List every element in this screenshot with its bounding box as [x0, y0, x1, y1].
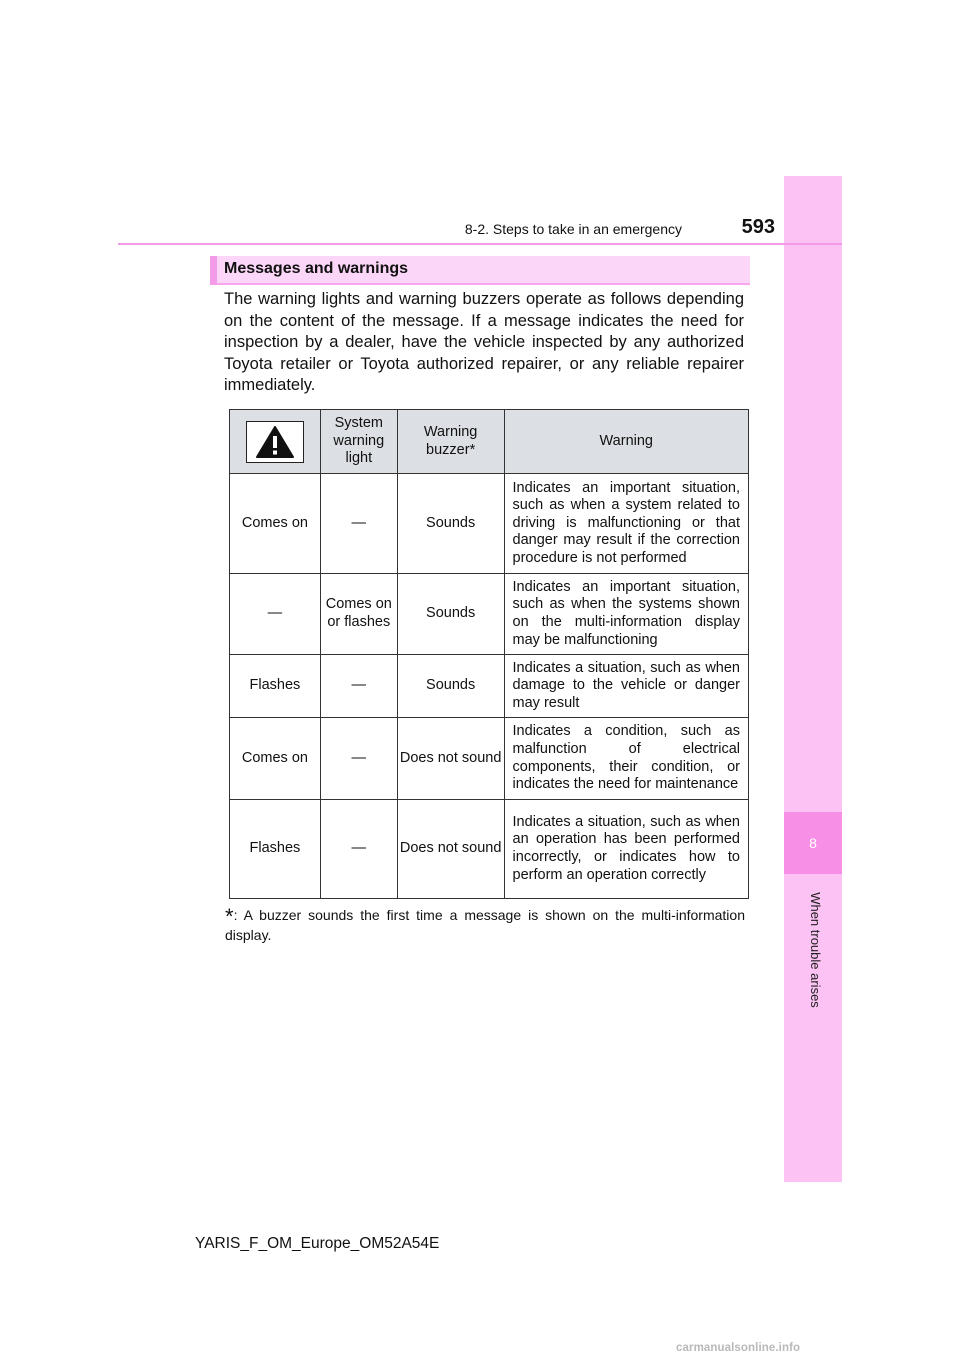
section-heading-text: Messages and warnings — [224, 260, 409, 277]
cell-icon-state: — — [230, 574, 321, 655]
header-warning-buzzer: Warning buzzer* — [397, 410, 504, 474]
chapter-title — [803, 892, 823, 1008]
cell-light-state: Comes on or flashes — [320, 574, 397, 655]
section-heading — [210, 256, 750, 285]
intro-paragraph: The warning lights and warning buzzers operate as follows depending on the content of the message. If a message indicates the need for inspection by a dealer, have the vehicle inspected by any authorized Toyota retailer or Toyota authorized repairer, or any reliable repairer immediately. — [224, 290, 744, 395]
cell-light-state: — — [320, 474, 397, 574]
watermark[interactable]: carmanualsonline.info — [676, 1342, 801, 1354]
header-system-warning-light: System warning light — [320, 410, 397, 474]
cell-light-state: — — [320, 718, 397, 800]
section-title: 8-2. Steps to take in an emergency — [464, 221, 682, 237]
table-row — [230, 474, 749, 574]
cell-warning-text: Indicates an important situation, such as when the systems shown on the multi-information display may be malfunctioning — [504, 574, 748, 655]
chapter-side-tab — [784, 176, 842, 1182]
table-row — [230, 800, 749, 899]
footnote — [225, 906, 745, 945]
cell-light-state: — — [320, 655, 397, 718]
cell-warning-text: Indicates a situation, such as when an operation has been performed incorrectly, or indicates how to perform an operation correctly — [504, 800, 748, 899]
cell-buzzer-state: Does not sound — [397, 718, 504, 800]
header-icon-cell — [230, 410, 321, 474]
cell-icon-state: Comes on — [230, 474, 321, 574]
footnote-text: : A buzzer sounds the first time a message is shown on the multi-information display. — [225, 907, 745, 943]
cell-buzzer-state: Does not sound — [397, 800, 504, 899]
table-header-row — [230, 410, 749, 474]
cell-warning-text: Indicates a situation, such as when damage to the vehicle or danger may result — [504, 655, 748, 718]
cell-buzzer-state: Sounds — [397, 655, 504, 718]
chapter-number: 8 — [784, 812, 842, 874]
header-rule — [118, 243, 842, 245]
table-row — [230, 718, 749, 800]
heading-accent-bar — [210, 256, 217, 285]
document-id: YARIS_F_OM_Europe_OM52A54E — [195, 1235, 440, 1252]
page-number: 593 — [741, 216, 775, 238]
header-warning: Warning — [504, 410, 748, 474]
table-row — [230, 655, 749, 718]
cell-icon-state: Flashes — [230, 800, 321, 899]
cell-warning-text: Indicates an important situation, such as when a system related to driving is malfunctioning or that danger may result if the correction procedure is not performed — [504, 474, 748, 574]
cell-icon-state: Comes on — [230, 718, 321, 800]
warning-triangle-icon — [246, 421, 304, 463]
table-row — [230, 574, 749, 655]
cell-buzzer-state: Sounds — [397, 574, 504, 655]
cell-buzzer-state: Sounds — [397, 474, 504, 574]
footnote-marker: * — [225, 904, 234, 929]
cell-warning-text: Indicates a condition, such as malfunction of electrical components, their condition, or indicates the need for maintenance — [504, 718, 748, 800]
cell-icon-state: Flashes — [230, 655, 321, 718]
warnings-table — [229, 409, 749, 899]
chapter-title-text: When trouble arises — [808, 892, 823, 1008]
cell-light-state: — — [320, 800, 397, 899]
